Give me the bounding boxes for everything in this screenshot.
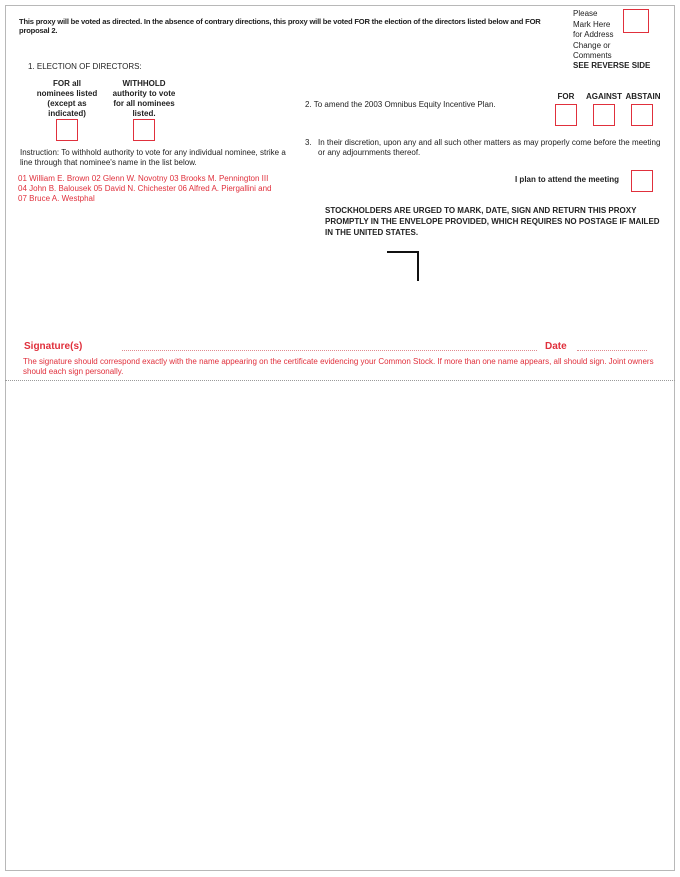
address-change-line: Comments <box>573 51 612 60</box>
address-change-checkbox[interactable] <box>623 9 649 33</box>
see-reverse-side: SEE REVERSE SIDE <box>573 61 651 70</box>
proposal-3-text: In their discretion, upon any and all such other matters as may properly come before the meeting or any adjournments thereof. <box>318 138 661 157</box>
withhold-line: for all nominees <box>113 99 175 108</box>
proposal-2-for-checkbox[interactable] <box>555 104 577 126</box>
proposal-2-abstain-checkbox[interactable] <box>631 104 653 126</box>
for-column-header: FOR <box>557 92 575 101</box>
for-all-line: indicated) <box>48 109 86 118</box>
abstain-column-header: ABSTAIN <box>625 92 661 101</box>
proposal-2-text: 2. To amend the 2003 Omnibus Equity Incentive Plan. <box>305 100 496 109</box>
withhold-line: authority to vote <box>112 89 176 98</box>
proposal-2-against-checkbox[interactable] <box>593 104 615 126</box>
attend-meeting-label: I plan to attend the meeting <box>514 175 619 184</box>
perforation-line <box>5 380 675 381</box>
address-change-label <box>573 9 613 62</box>
for-all-line: FOR all <box>52 79 81 88</box>
against-column-header: AGAINST <box>586 92 622 101</box>
signature-label: Signature(s) <box>24 341 83 352</box>
for-all-nominees-checkbox[interactable] <box>56 119 78 141</box>
date-label: Date <box>545 341 567 352</box>
for-all-line: nominees listed <box>36 89 98 98</box>
nominee-line: 01 William E. Brown 02 Glenn W. Novotny 03 Brooks M. Pennington III <box>18 174 269 183</box>
for-all-label <box>20 79 114 119</box>
nominee-list <box>18 174 318 204</box>
election-title: 1. ELECTION OF DIRECTORS: <box>28 62 142 71</box>
proposal-3-number: 3. <box>305 138 312 147</box>
address-change-line: Mark Here <box>573 19 611 29</box>
address-change-line: Change or <box>573 40 611 50</box>
nominee-line: 07 Bruce A. Westphal <box>18 194 95 203</box>
signature-line[interactable] <box>122 350 537 351</box>
proxy-card <box>5 5 675 871</box>
withhold-instruction: Instruction: To withhold authority to vote for any individual nominee, strike a line through that nominee's name in the list below. <box>20 148 286 167</box>
nominee-line: 04 John B. Balousek 05 David N. Chichester 06 Alfred A. Piergallini and <box>18 184 272 193</box>
return-instructions: STOCKHOLDERS ARE URGED TO MARK, DATE, SIGN AND RETURN THIS PROXY PROMPTLY IN THE ENVELOPE PROVIDED, WHICH REQUIRES NO POSTAGE IF MAILED IN THE UNITED STATES. <box>325 206 660 237</box>
withhold-authority-checkbox[interactable] <box>133 119 155 141</box>
address-change-line: Please <box>573 9 598 18</box>
registration-mark <box>385 251 421 283</box>
proxy-notice: This proxy will be voted as directed. In the absence of contrary directions, this proxy will be voted FOR the election of the directors listed below and FOR proposal 2. <box>19 17 541 35</box>
signature-note: The signature should correspond exactly with the name appearing on the certificate evidencing your Common Stock. If more than one name appears, all should sign. Joint owners should each sign personally. <box>23 357 654 376</box>
attend-meeting-checkbox[interactable] <box>631 170 653 192</box>
withhold-line: listed. <box>132 109 156 118</box>
for-all-line: (except as <box>47 99 87 108</box>
withhold-line: WITHHOLD <box>122 79 166 88</box>
withhold-label <box>101 79 187 119</box>
date-line[interactable] <box>577 350 647 351</box>
address-change-line: for Address <box>573 30 614 39</box>
